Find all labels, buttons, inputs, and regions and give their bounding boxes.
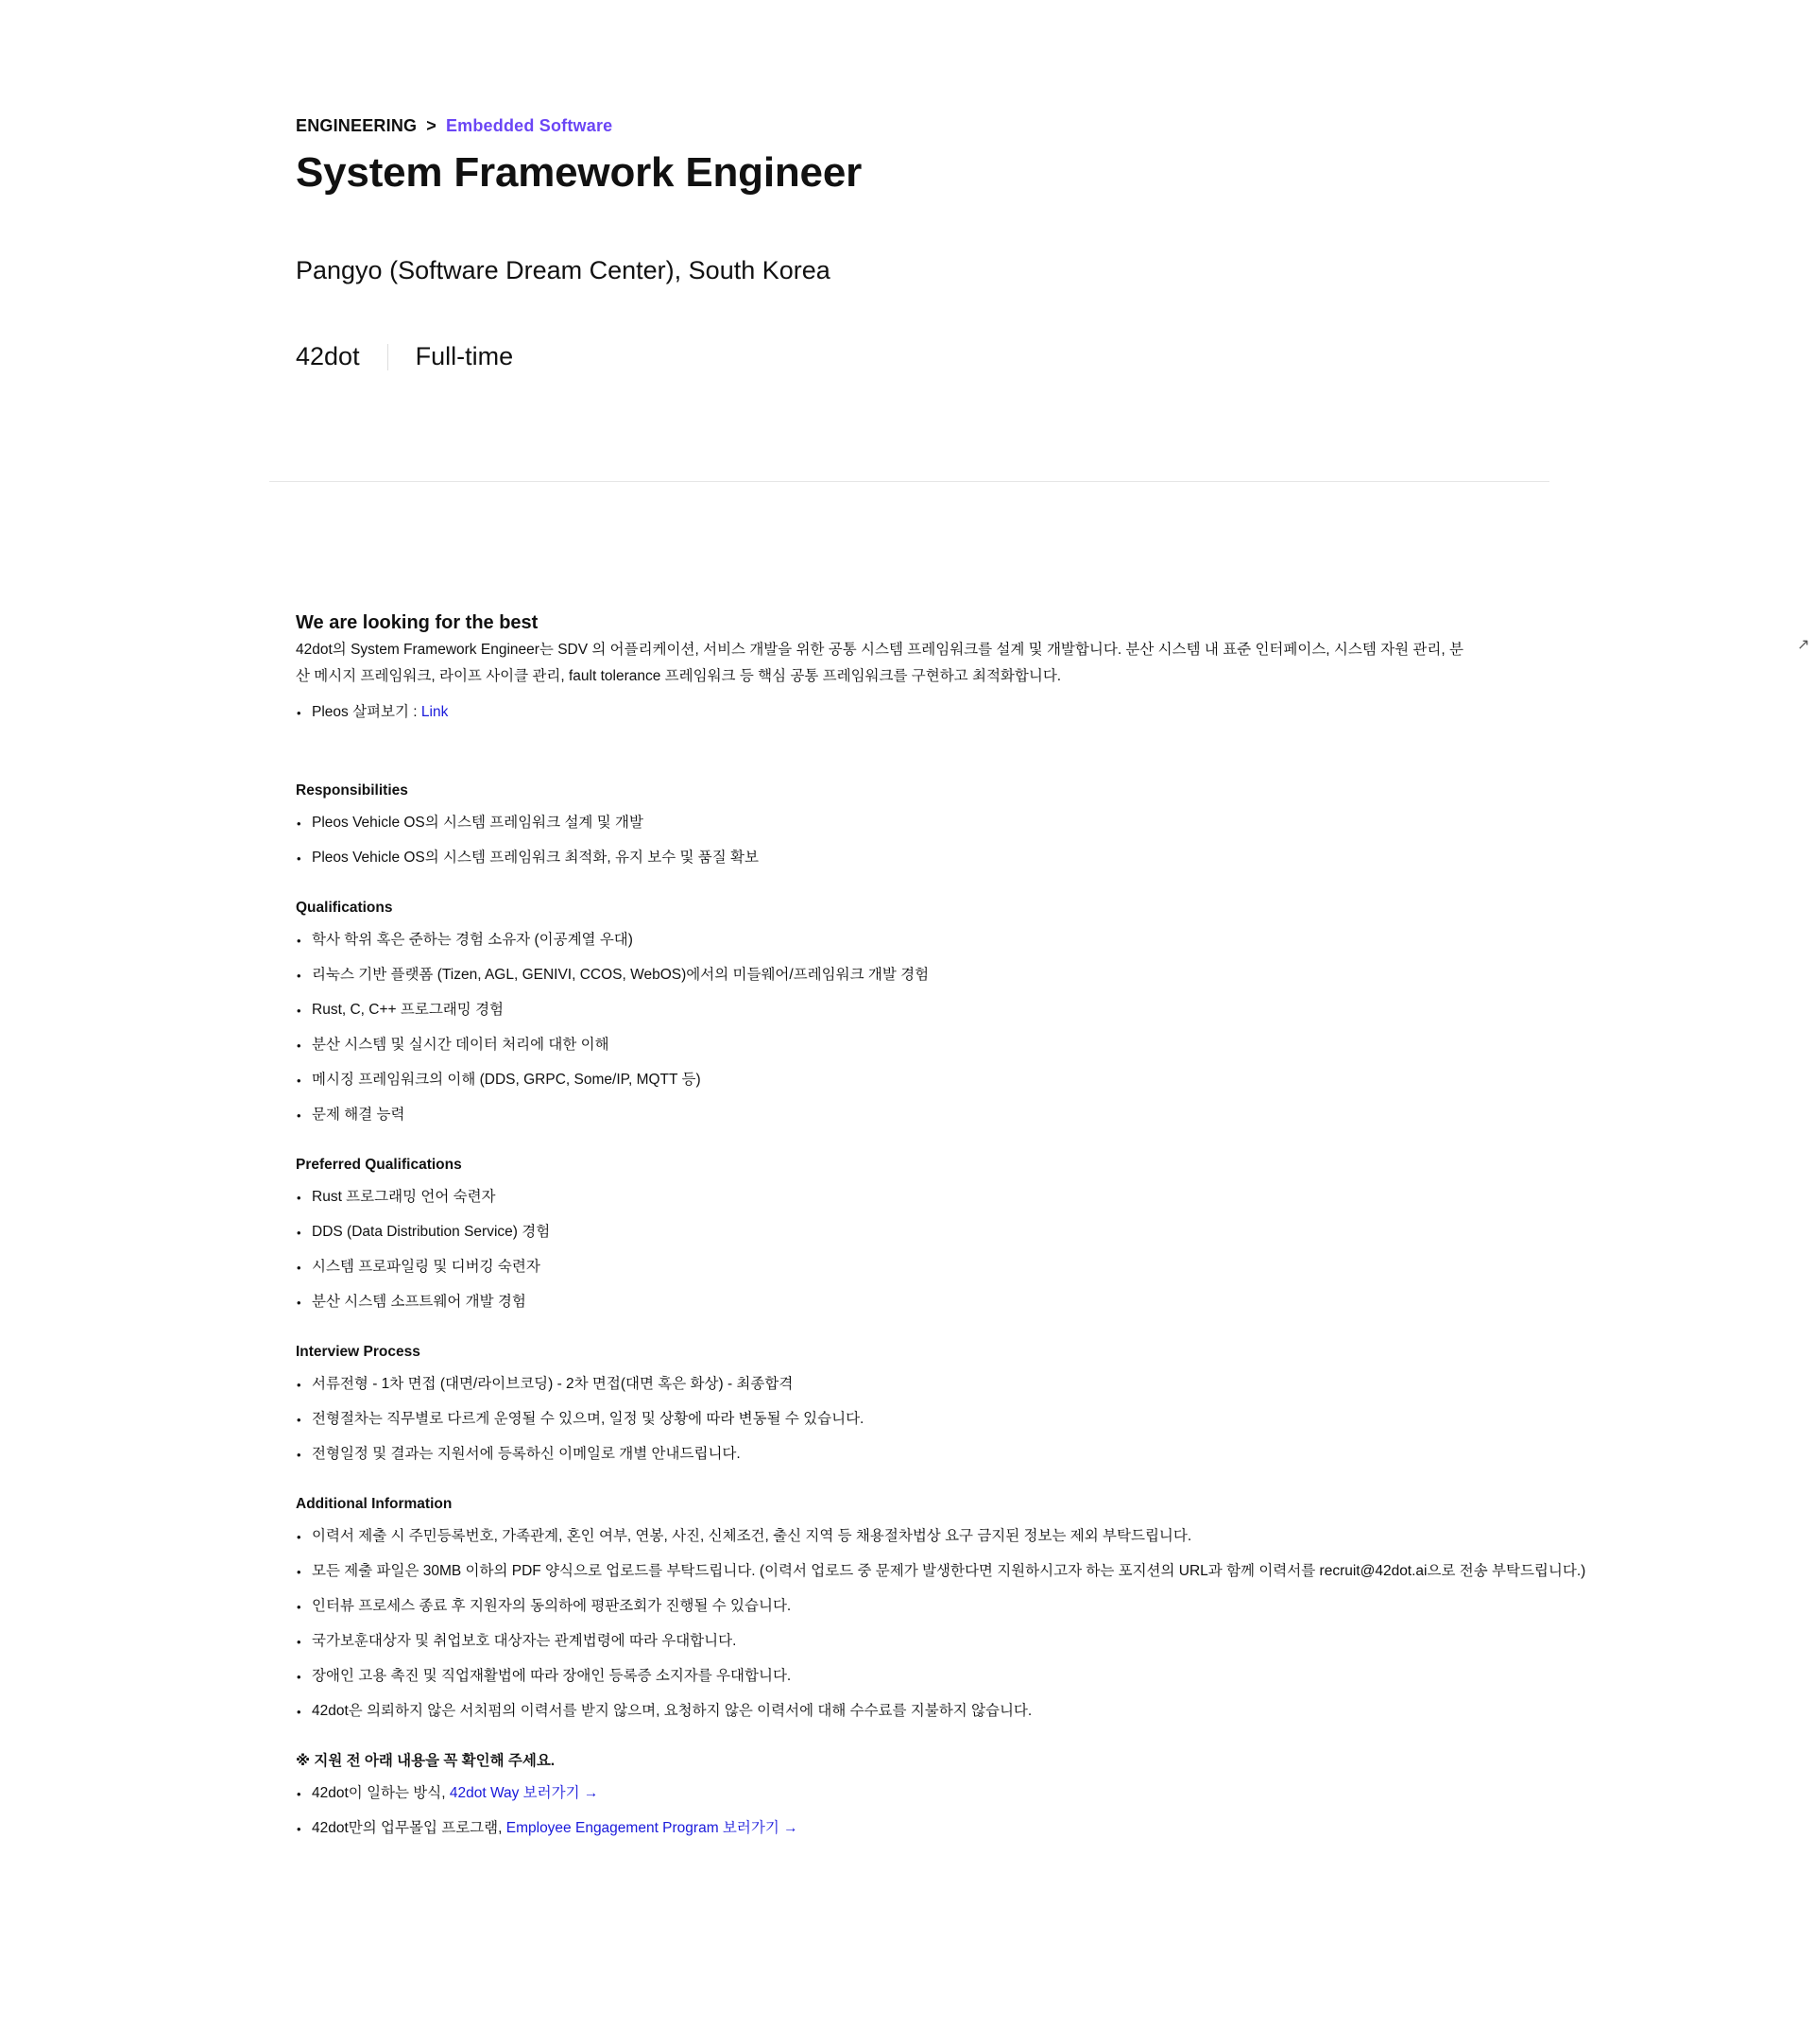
list-item xyxy=(296,1811,1524,1846)
responsibilities-list xyxy=(296,805,1524,875)
list-item: • 시스템 프로파일링 및 디버깅 숙련자 xyxy=(296,1249,1524,1284)
breadcrumb-current[interactable]: Embedded Software xyxy=(445,116,613,135)
breadcrumb xyxy=(296,116,612,136)
list-item: • DDS (Data Distribution Service) 경험 xyxy=(296,1214,1524,1249)
list-item: • 분산 시스템 및 실시간 데이터 처리에 대한 이해 xyxy=(296,1027,1524,1062)
engagement-label: 42dot만의 업무몰입 프로그램, xyxy=(312,1820,506,1836)
pleos-link[interactable]: Link xyxy=(420,704,449,720)
job-description xyxy=(296,605,1586,1846)
page-title: System Framework Engineer xyxy=(296,149,863,196)
engagement-program-link[interactable]: Employee Engagement Program 보러가기 → xyxy=(505,1820,798,1836)
qualifications-list xyxy=(296,922,1524,1132)
header-divider xyxy=(269,481,1549,482)
interview-list xyxy=(296,1366,1524,1471)
list-item: • 42dot은 의뢰하지 않은 서치펌의 이력서를 받지 않으며, 요청하지 않은 이력서에 대해 수수료를 지불하지 않습니다. xyxy=(296,1693,1524,1728)
notice-list xyxy=(296,1776,1524,1846)
company-name: 42dot xyxy=(296,342,360,370)
responsibilities-title: Responsibilities xyxy=(296,782,408,799)
breadcrumb-parent[interactable]: ENGINEERING xyxy=(296,116,418,135)
list-item: • 전형일정 및 결과는 지원서에 등록하신 이메일로 개별 안내드립니다. xyxy=(296,1436,1524,1471)
job-meta xyxy=(296,342,513,371)
list-item xyxy=(296,695,1524,730)
interview-title: Interview Process xyxy=(296,1344,420,1360)
breadcrumb-separator: > xyxy=(426,116,436,135)
list-item: • 리눅스 기반 플랫폼 (Tizen, AGL, GENIVI, CCOS, WebOS)에서의 미들웨어/프레임워크 개발 경험 xyxy=(296,957,1524,992)
additional-list xyxy=(296,1519,1586,1728)
external-arrow-icon[interactable]: ↗ xyxy=(1797,637,1810,653)
list-item: • 장애인 고용 촉진 및 직업재활법에 따라 장애인 등록증 소지자를 우대합니다. xyxy=(296,1658,1524,1693)
qualifications-title: Qualifications xyxy=(296,900,393,916)
list-item: • 전형절차는 직무별로 다르게 운영될 수 있으며, 일정 및 상황에 따라 변동될 수 있습니다. xyxy=(296,1401,1524,1436)
intro-text: 42dot의 System Framework Engineer는 SDV 의 어플리케이션, 서비스 개발을 위한 공통 시스템 프레임워크를 설계 및 개발합니다. 분산 시스템 내 표준 인터페이스, 시스템 자원 관리, 분산 메시지 프레임워크, 라이프 사이클 관리, fault tolerance 프레임워크 등 핵심 공통 프레임워크를 구현하고 최적화합니다. xyxy=(296,642,1463,684)
list-item: • Pleos Vehicle OS의 시스템 프레임워크 설계 및 개발 xyxy=(296,805,1524,840)
additional-title: Additional Information xyxy=(296,1496,453,1512)
job-location: Pangyo (Software Dream Center), South Korea xyxy=(296,256,830,284)
meta-divider xyxy=(387,344,388,370)
pleos-list xyxy=(296,695,1524,730)
list-item: • Rust, C, C++ 프로그래밍 경험 xyxy=(296,992,1524,1027)
42dot-way-link[interactable]: 42dot Way 보러가기 → xyxy=(449,1785,599,1801)
list-item: • 서류전형 - 1차 면접 (대면/라이브코딩) - 2차 면접(대면 혹은 화상) - 최종합격 xyxy=(296,1366,1524,1401)
list-item: • 인터뷰 프로세스 종료 후 지원자의 동의하에 평판조회가 진행될 수 있습니다. xyxy=(296,1589,1524,1623)
list-item xyxy=(296,1776,1524,1811)
list-item: • 모든 제출 파일은 30MB 이하의 PDF 양식으로 업로드를 부탁드립니다. (이력서 업로드 중 문제가 발생한다면 지원하시고자 하는 포지션의 URL과 함께 이력서를 recruit@42dot.ai으로 전송 부탁드립니다.) xyxy=(296,1554,1524,1589)
way-label: 42dot이 일하는 방식, xyxy=(312,1785,450,1801)
notice-title: ※ 지원 전 아래 내용을 꼭 확인해 주세요. xyxy=(296,1753,556,1769)
list-item: • 학사 학위 혹은 준하는 경험 소유자 (이공계열 우대) xyxy=(296,922,1524,957)
pleos-label: Pleos 살펴보기 : xyxy=(312,704,421,720)
list-item: • 메시징 프레임워크의 이해 (DDS, GRPC, Some/IP, MQTT 등) xyxy=(296,1062,1524,1097)
list-item: • 분산 시스템 소프트웨어 개발 경험 xyxy=(296,1284,1524,1319)
preferred-title: Preferred Qualifications xyxy=(296,1157,462,1173)
list-item: • 문제 해결 능력 xyxy=(296,1097,1524,1132)
list-item: • Pleos Vehicle OS의 시스템 프레임워크 최적화, 유지 보수 및 품질 확보 xyxy=(296,840,1524,875)
intro-heading: We are looking for the best xyxy=(296,612,539,633)
employment-type: Full-time xyxy=(415,342,514,370)
list-item: • 이력서 제출 시 주민등록번호, 가족관계, 혼인 여부, 연봉, 사진, 신체조건, 출신 지역 등 채용절차법상 요구 금지된 정보는 제외 부탁드립니다. xyxy=(296,1519,1524,1554)
preferred-list xyxy=(296,1179,1524,1319)
list-item: • Rust 프로그래밍 언어 숙련자 xyxy=(296,1179,1524,1214)
list-item: • 국가보훈대상자 및 취업보호 대상자는 관계법령에 따라 우대합니다. xyxy=(296,1623,1524,1658)
